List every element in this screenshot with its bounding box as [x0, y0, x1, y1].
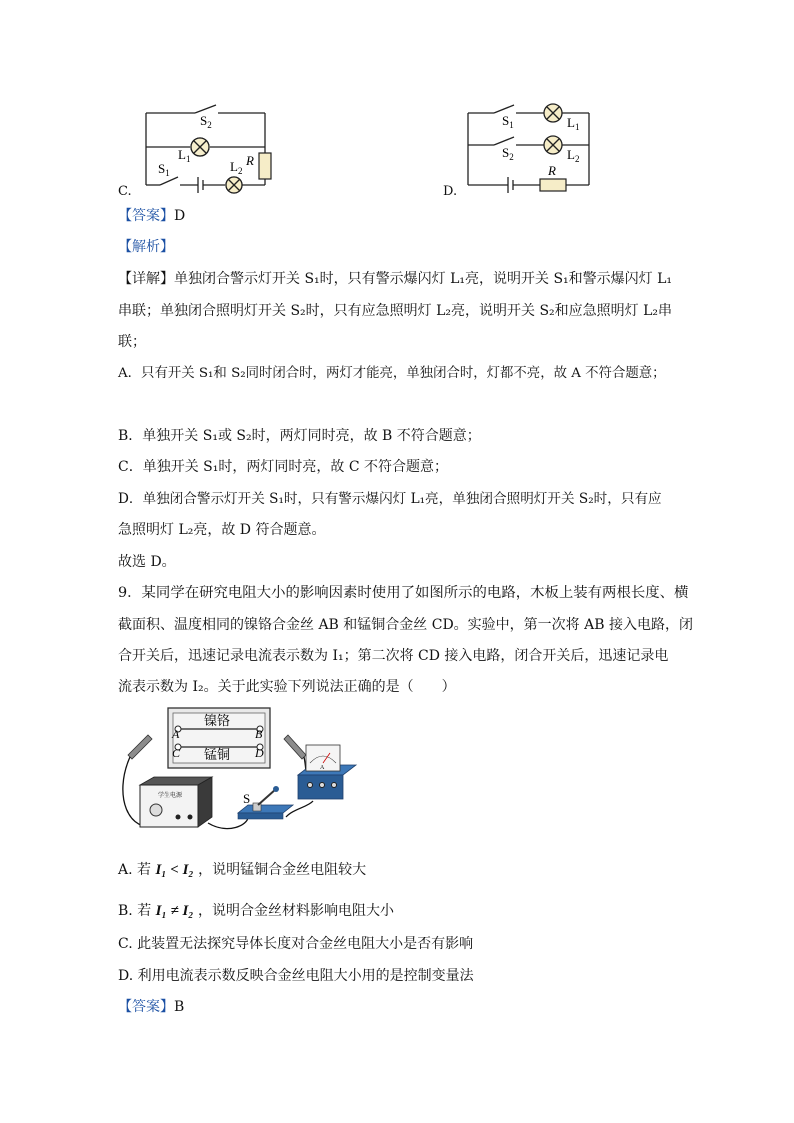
board-label-manganin: 锰铜: [204, 747, 231, 762]
q8-option-d-1: D．单独闭合警示灯开关 S₁时，只有警示爆闪灯 L₁亮，单独闭合照明灯开关 S₂时，只有应: [118, 491, 662, 507]
circuit-d-svg: [462, 95, 602, 195]
d-r-label: R: [548, 163, 556, 178]
q9-stem-3: 合开关后，迅速记录电流表示数为 I₁；第二次将 CD 接入电路，闭合开关后，迅速记录电: [118, 648, 669, 664]
d-l2-label: $L_2$: [567, 147, 580, 164]
detail-line-2: 串联；单独闭合照明灯开关 S₂时，只有应急照明灯 L₂亮，说明开关 S₂和应急照明灯 L₂串: [118, 303, 673, 319]
figure-c-label: C.: [118, 184, 132, 199]
c-r-label: R: [246, 153, 254, 168]
apparatus-svg: [118, 705, 358, 845]
experiment-apparatus: [118, 705, 358, 845]
power-supply-label: 学生电源: [158, 793, 183, 799]
q9-option-d: D. 利用电流表示数反映合金丝电阻大小用的是控制变量法: [118, 968, 474, 984]
resistor-d: [540, 179, 566, 191]
left-clip: [128, 735, 152, 759]
q8-answer: [118, 206, 185, 226]
q9-stem-2: 截面积、温度相同的镍铬合金丝 AB 和锰铜合金丝 CD。实验中，第一次将 AB 接入电路，闭: [118, 617, 693, 633]
d-l1-label: $L_1$: [567, 115, 580, 132]
c-l2-label: $L_2$: [230, 159, 243, 176]
q8-conclusion: 故选 D。: [118, 554, 176, 570]
circuit-diagram-d: [462, 95, 602, 195]
point-b: B: [255, 727, 263, 741]
detail-line-3: 联；: [118, 334, 146, 350]
d-s2-label: $S_2$: [502, 145, 514, 162]
point-c: C: [172, 746, 181, 760]
q9-stem-1: 9．某同学在研究电阻大小的影响因素时使用了如图所示的电路，木板上装有两根长度、横: [118, 585, 689, 601]
math-i1-neq-i2: I₁ ≠ I₂: [155, 903, 194, 919]
c-s2-label: $S_2$: [200, 113, 212, 130]
q8-option-b: B．单独开关 S₁或 S₂时，两灯同时亮，故 B 不符合题意；: [118, 428, 481, 444]
point-a: A: [172, 727, 180, 741]
q9-option-c: C. 此装置无法探究导体长度对合金丝电阻大小是否有影响: [118, 936, 474, 952]
analysis-label: 【解析】: [118, 239, 174, 255]
switch-label: S: [243, 791, 251, 806]
ammeter-letter: A: [320, 765, 325, 771]
right-clip: [284, 735, 306, 759]
figure-d-label: D.: [443, 184, 458, 199]
q8-option-a: A．只有开关 S₁和 S₂同时闭合时，两灯才能亮，单独闭合时，灯都不亮，故 A 不符合题意；: [118, 366, 666, 381]
switch-base: [238, 805, 293, 813]
detail-line-1: [118, 269, 672, 289]
detail-text-1: 单独闭合警示灯开关 S₁时，只有警示爆闪灯 L₁亮，说明开关 S₁和警示爆闪灯 L₁: [174, 271, 673, 287]
q9-stem-4: 流表示数为 I₂。关于此实验下列说法正确的是（ ）: [118, 679, 456, 695]
q8-option-d-2: 急照明灯 L₂亮，故 D 符合题意。: [118, 522, 326, 538]
q9-answer: [118, 997, 184, 1017]
board-label-nichrome: 镍铬: [204, 713, 231, 728]
c-s1-label: $S_1$: [158, 161, 170, 178]
resistor-c: [259, 153, 271, 179]
q9-option-b: B. 若 I₁ ≠ I₂ ，说明合金丝材料影响电阻大小: [118, 903, 394, 919]
d-s1-label: $S_1$: [502, 113, 514, 130]
c-l1-label: $L_1$: [178, 147, 191, 164]
answer-value: D: [174, 208, 186, 224]
q9-answer-value: B: [174, 999, 185, 1015]
answer-label: 【答案】: [118, 208, 174, 224]
q8-option-c: C．单独开关 S₁时，两灯同时亮，故 C 不符合题意；: [118, 459, 448, 475]
q9-option-a: A. 若 I₁ < I₂ ，说明锰铜合金丝电阻较大: [118, 862, 367, 878]
circuit-diagram-c: [140, 95, 280, 195]
point-d: D: [255, 746, 264, 760]
q9-answer-label: 【答案】: [118, 999, 174, 1015]
circuit-c-svg: [140, 95, 280, 195]
math-i1-less-i2: I₁ < I₂: [155, 862, 194, 878]
detail-label: 【详解】: [118, 271, 174, 287]
